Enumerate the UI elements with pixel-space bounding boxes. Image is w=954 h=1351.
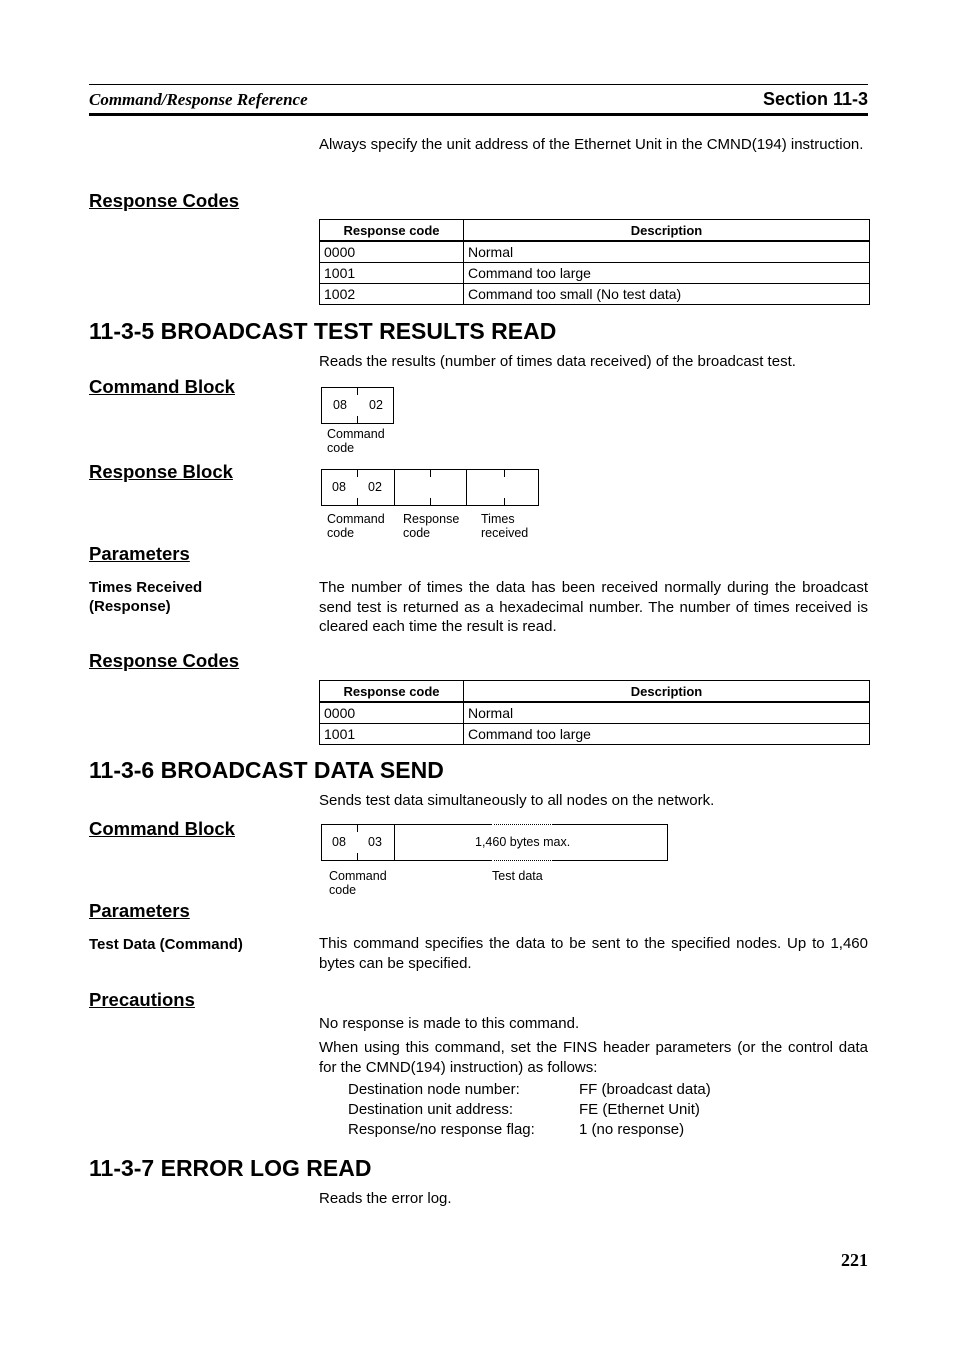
byte-divider-tick xyxy=(430,470,431,477)
times-received-label xyxy=(481,512,528,540)
response-code-label xyxy=(403,512,459,540)
test-data-field-diagram xyxy=(394,824,668,861)
break-mark xyxy=(492,860,552,861)
byte-divider-tick xyxy=(357,470,358,477)
setting-value: 1 (no response) xyxy=(579,1121,685,1138)
response-codes-table-1 xyxy=(319,219,870,305)
setting-value: FE (Ethernet Unit) xyxy=(579,1101,700,1118)
command-byte-1: 08 xyxy=(333,398,347,412)
times-received-text: The number of times the data has been received normally during the broadcast send test is returned as a hexadecimal number. The number of times received is cleared each time the result is read. xyxy=(319,579,868,635)
response-codes-heading-1: Response Codes xyxy=(89,190,240,211)
byte-divider-tick xyxy=(357,853,358,860)
column-header: Description xyxy=(464,220,870,242)
section-desc-11-3-6: Sends test data simultaneously to all nodes on the network. xyxy=(319,792,715,809)
byte-divider-tick xyxy=(504,498,505,505)
parameters-heading: Parameters xyxy=(89,543,190,564)
label-line: code xyxy=(327,441,355,455)
table-cell: Normal xyxy=(464,241,870,263)
command-code-label xyxy=(327,512,385,540)
byte-divider-tick xyxy=(357,498,358,505)
test-data-text: This command specifies the data to be sent to the specified nodes. Up to 1,460 bytes can be specified. xyxy=(319,935,868,972)
table-cell: 1002 xyxy=(320,284,464,305)
table-cell: 0000 xyxy=(320,702,464,724)
table-row xyxy=(320,284,870,305)
table-row xyxy=(320,263,870,284)
response-codes-heading-2: Response Codes xyxy=(89,650,240,671)
setting-key: Response/no response flag: xyxy=(348,1121,535,1138)
label-line: Command xyxy=(329,869,387,883)
subheading-line: (Response) xyxy=(89,598,171,615)
section-title-11-3-6: 11-3-6 BROADCAST DATA SEND xyxy=(89,757,444,783)
section-desc-11-3-7: Reads the error log. xyxy=(319,1190,452,1207)
page-number: 221 xyxy=(841,1250,868,1270)
test-data-size: 1,460 bytes max. xyxy=(475,835,571,849)
byte-divider-tick xyxy=(357,825,358,832)
table-cell: Command too large xyxy=(464,263,870,284)
byte-divider-tick xyxy=(357,416,358,423)
command-byte-1: 08 xyxy=(332,835,346,849)
command-block-diagram xyxy=(321,387,394,424)
label-line: received xyxy=(481,526,529,540)
test-data-label: Test data xyxy=(492,869,543,883)
parameters-heading-2: Parameters xyxy=(89,900,190,921)
response-byte-1: 08 xyxy=(332,480,346,494)
response-block-command-code xyxy=(321,469,395,506)
label-line: code xyxy=(329,883,357,897)
label-line: Command xyxy=(327,512,385,526)
label-line: Command xyxy=(327,427,385,441)
column-header: Response code xyxy=(320,681,464,703)
test-data-subheading: Test Data (Command) xyxy=(89,936,243,953)
table-row xyxy=(320,241,870,263)
label-line: code xyxy=(327,526,355,540)
table-row xyxy=(320,724,870,745)
table-cell: Normal xyxy=(464,702,870,724)
intro-paragraph: Always specify the unit address of the Ethernet Unit in the CMND(194) instruction. xyxy=(319,136,864,153)
setting-key: Destination node number: xyxy=(348,1081,520,1098)
command-block-heading-2: Command Block xyxy=(89,818,235,839)
table-cell: 0000 xyxy=(320,241,464,263)
label-line: Times xyxy=(481,512,515,526)
response-block-times-received xyxy=(466,469,539,506)
setting-value: FF (broadcast data) xyxy=(579,1081,711,1098)
response-block-heading: Response Block xyxy=(89,461,233,482)
header-section: Section 11-3 xyxy=(762,89,868,109)
table-cell: Command too small (No test data) xyxy=(464,284,870,305)
setting-key: Destination unit address: xyxy=(348,1101,514,1118)
byte-divider-tick xyxy=(357,388,358,395)
command-code-label xyxy=(327,427,385,455)
column-header: Description xyxy=(464,681,870,703)
table-cell: Command too large xyxy=(464,724,870,745)
table-cell: 1001 xyxy=(320,724,464,745)
response-block-response-code xyxy=(394,469,467,506)
response-codes-table-2 xyxy=(319,680,870,745)
precautions-paragraph-2: When using this command, set the FINS header parameters (or the control data for the CMND(194) instruction) as follows: xyxy=(319,1039,868,1076)
section-desc-11-3-5: Reads the results (number of times data received) of the broadcast test. xyxy=(319,353,796,370)
times-received-subheading xyxy=(89,578,202,616)
column-header: Response code xyxy=(320,220,464,242)
command-byte-2: 02 xyxy=(369,398,383,412)
command-block-code-diagram xyxy=(321,824,395,861)
section-title-11-3-5: 11-3-5 BROADCAST TEST RESULTS READ xyxy=(89,318,557,344)
byte-divider-tick xyxy=(430,498,431,505)
precautions-heading: Precautions xyxy=(89,989,195,1010)
header-title: Command/Response Reference xyxy=(89,90,308,109)
table-row xyxy=(320,702,870,724)
command-block-heading: Command Block xyxy=(89,376,235,397)
table-cell: 1001 xyxy=(320,263,464,284)
label-line: code xyxy=(403,526,431,540)
response-byte-2: 02 xyxy=(368,480,382,494)
header-rule-bottom xyxy=(89,113,868,116)
header-rule-top xyxy=(89,84,868,85)
command-code-label xyxy=(329,869,387,897)
subheading-line: Times Received xyxy=(89,579,203,596)
precautions-paragraph-1: No response is made to this command. xyxy=(319,1015,580,1032)
command-byte-2: 03 xyxy=(368,835,382,849)
break-mark xyxy=(492,824,552,825)
byte-divider-tick xyxy=(504,470,505,477)
section-title-11-3-7: 11-3-7 ERROR LOG READ xyxy=(89,1155,372,1181)
label-line: Response xyxy=(403,512,460,526)
